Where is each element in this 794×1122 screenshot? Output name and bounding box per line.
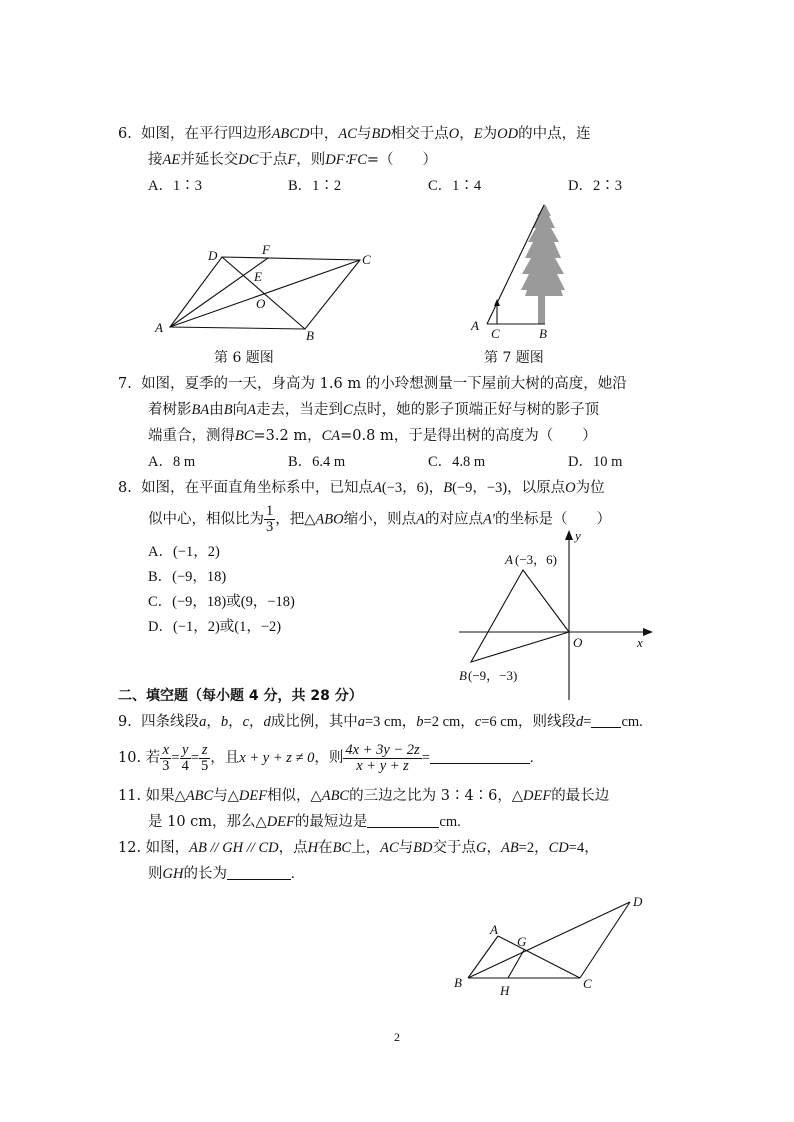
q10-big-num: 4x + 3y − 2z	[345, 741, 420, 758]
q12-text: 如图，	[145, 840, 190, 856]
q9-text: =6 cm，则线段	[481, 714, 577, 730]
q6-line-ac	[170, 260, 360, 327]
q7-text: 点时，她的影子顶端正好与树的影子顶	[352, 402, 600, 418]
q7-a: A	[247, 402, 256, 418]
q10-text: .	[529, 750, 534, 766]
q8-option-c: C．(−9，18)或(9，−18)	[148, 594, 295, 610]
q7-option-c: C．4.8 m	[428, 454, 486, 470]
q12-line-1	[118, 838, 599, 858]
q12-line-gh	[508, 950, 524, 978]
q9-answer-blank[interactable]	[591, 713, 621, 728]
q6-label-e: E	[254, 269, 262, 284]
q6-label-c: C	[362, 252, 371, 267]
q8-answer-bracket: 的坐标是（ ）	[494, 511, 611, 528]
q10-text: ，且	[210, 750, 240, 766]
q10-eq: =	[171, 750, 180, 766]
q8-text: ，把△	[275, 511, 316, 528]
q11-text: 如果△	[145, 788, 186, 804]
q12-text: 则	[148, 866, 163, 882]
q8-b: B	[443, 480, 453, 496]
q6-text: ，	[459, 126, 474, 142]
q6-figure	[150, 240, 390, 345]
q6-bd: BD	[371, 126, 391, 142]
section-2-title: 二、填空题（每小题 4 分，共 28 分）	[118, 688, 363, 704]
q6-answer-bracket: =（ ）	[366, 152, 438, 168]
q6-line-bd	[222, 257, 305, 329]
q8-text: 的对应点	[424, 511, 483, 528]
q11-def: DEF	[523, 788, 552, 804]
q6-text: 为	[482, 126, 498, 142]
q6-text: 如图，在平行四边形	[141, 126, 272, 142]
q9-text: ，	[206, 714, 221, 730]
q11-text: 与△	[213, 788, 239, 804]
q6-text: 与	[356, 126, 372, 142]
q10-frac-den: 4	[181, 757, 189, 774]
q6-number: 6.	[118, 126, 132, 142]
q6-ratio: DF∶FC	[325, 152, 367, 168]
q11-def: DEF	[238, 788, 268, 804]
q9-text: 四条线段	[141, 714, 200, 730]
q7-line-2	[148, 400, 599, 420]
q6-text: 接	[148, 152, 163, 168]
q12-text: 与	[398, 840, 414, 856]
q6-caption: 第 6 题图	[214, 350, 274, 366]
q9-var: c	[242, 714, 249, 730]
q11-text: 的最长边	[551, 788, 610, 804]
q6-label-a: A	[155, 320, 163, 335]
q12-g: G	[475, 840, 487, 856]
q7-line-1	[118, 374, 627, 394]
q12-text: =2，	[518, 840, 549, 856]
q8-a: A	[373, 480, 382, 496]
q8-label-a-coord: (−3，6)	[515, 552, 557, 567]
q11-number: 11.	[118, 788, 142, 804]
q12-text: 的长为	[183, 866, 227, 882]
q10-text: 若	[145, 750, 161, 766]
q7-ba: BA	[191, 402, 210, 418]
q7-line-3	[148, 426, 597, 446]
q11-line-1	[118, 786, 609, 806]
q6-label-d: D	[208, 248, 218, 263]
q8-a: A	[416, 511, 425, 528]
q12-parallel: AB // GH // CD	[189, 840, 279, 856]
q6-text: 于点	[258, 152, 288, 168]
q6-abcd: ABCD	[271, 126, 310, 142]
q7-text: 走去，当走到	[255, 402, 343, 418]
q6-label-b: B	[306, 328, 314, 343]
q6-option-d: D．2∶3	[568, 178, 622, 194]
q9-text: =3 cm，	[365, 714, 417, 730]
q12-line-2	[148, 864, 295, 884]
q7-label-b: B	[539, 326, 547, 340]
q7-option-d: D．10 m	[568, 454, 623, 470]
q9-var: d	[263, 714, 271, 730]
q10-line	[118, 738, 534, 778]
q8-text: (−9，−3)，以原点	[452, 480, 566, 496]
q9-text: ，	[228, 714, 243, 730]
q6-option-a: A．1∶3	[148, 178, 202, 194]
q7-answer-bracket: =0.8 m，于是得出树的高度为（ ）	[340, 428, 597, 444]
q8-frac-den: 3	[266, 519, 274, 535]
q10-frac-y	[180, 743, 191, 774]
q8-text: 缩小，则点	[343, 511, 417, 528]
q7-option-b: B．6.4 m	[288, 454, 346, 470]
q9-unit: cm.	[621, 714, 643, 730]
q8-option-a: A．(−1，2)	[148, 544, 220, 560]
q12-label-a: A	[490, 922, 498, 937]
q8-text: (−3，6)，	[381, 480, 444, 496]
q6-ac: AC	[338, 126, 357, 142]
q12-text: ，点	[278, 840, 308, 856]
q9-text: ，	[249, 714, 264, 730]
q8-label-b-coord: (−9，−3)	[468, 668, 518, 683]
q7-text: 由	[209, 402, 224, 418]
q10-frac-num: z	[199, 743, 210, 759]
q11-text: 的三边之比为 3∶4∶6，△	[349, 788, 524, 804]
q6-line-2	[148, 150, 437, 170]
q8-line-1	[118, 478, 605, 498]
q12-cd: CD	[548, 840, 569, 856]
q11-unit: cm.	[439, 814, 461, 830]
q12-text: 上，	[351, 840, 381, 856]
q10-text: ，则	[314, 750, 344, 766]
q12-line-ab	[468, 936, 498, 978]
q10-eq: =	[190, 750, 200, 766]
q8-option-b: B．(−9，18)	[148, 569, 227, 585]
q10-big-fraction	[343, 743, 421, 774]
q8-triangle-abo	[471, 570, 569, 662]
q8-label-x: x	[637, 635, 643, 650]
q8-abo: ABO	[315, 511, 344, 528]
q10-frac-x	[160, 743, 171, 774]
q6-o: O	[448, 126, 460, 142]
q9-var: c	[474, 714, 482, 730]
q10-frac-den: 5	[201, 757, 209, 774]
q6-e: E	[473, 126, 483, 142]
q6-line-1	[118, 124, 591, 144]
q8-label-o: O	[573, 635, 583, 650]
q12-label-g: G	[517, 934, 527, 949]
q10-eq: =	[421, 750, 430, 766]
q7-number: 7.	[118, 376, 132, 392]
q12-text: .	[290, 866, 295, 882]
tree-trunk	[538, 290, 545, 324]
q6-label-o: O	[256, 296, 266, 311]
q10-frac-den: 3	[162, 757, 170, 774]
q7-b: B	[223, 402, 233, 418]
q7-text: 如图，夏季的一天，身高为 1.6 m 的小玲想测量一下屋前大树的高度，她沿	[141, 376, 627, 392]
q11-abc: ABC	[185, 788, 214, 804]
q9-var: b	[416, 714, 424, 730]
q7-c: C	[342, 402, 353, 418]
q9-var: a	[357, 714, 365, 730]
q8-o: O	[565, 480, 576, 496]
page-number: 2	[394, 1030, 400, 1044]
q10-condition: x + y + z ≠ 0	[239, 750, 315, 766]
q12-text: ，	[486, 840, 501, 856]
q11-line-2	[148, 812, 461, 832]
y-arrow-icon	[565, 530, 573, 540]
q11-text: 的最短边是	[294, 814, 368, 830]
q11-answer-blank[interactable]	[367, 813, 439, 828]
q6-option-c: C．1∶4	[428, 178, 482, 194]
q8-number: 8.	[118, 480, 132, 496]
q7-text: =3.2 m，	[253, 428, 322, 444]
q12-answer-blank[interactable]	[227, 865, 291, 880]
q6-text: 并延长交	[180, 152, 239, 168]
x-arrow-icon	[643, 628, 653, 636]
q8-label-b: B	[459, 668, 467, 683]
q7-text: 着树影	[148, 402, 192, 418]
q11-def: DEF	[266, 814, 295, 830]
q9-var: a	[199, 714, 207, 730]
q7-ca: CA	[321, 428, 341, 444]
q12-label-d: D	[633, 894, 643, 909]
q9-text: 成比例，其中	[270, 714, 358, 730]
q12-bc: BC	[332, 840, 352, 856]
q7-label-c: C	[491, 326, 500, 340]
q8-text: 为位	[575, 480, 605, 496]
q6-dc: DC	[238, 152, 259, 168]
q6-text: 中，	[309, 126, 339, 142]
q12-label-b: B	[454, 975, 462, 990]
q8-ratio-fraction	[264, 504, 275, 535]
q12-label-c: C	[583, 976, 592, 991]
q12-line-ac	[498, 936, 580, 978]
q11-abc: ABC	[321, 788, 350, 804]
q8-option-d: D．(−1，2)或(1，−2)	[148, 619, 282, 635]
q7-figure	[465, 200, 565, 340]
q6-label-f: F	[262, 242, 270, 257]
q12-h: H	[307, 840, 319, 856]
q12-bd: BD	[413, 840, 433, 856]
q6-text: 相交于点	[390, 126, 449, 142]
q6-text: ，则	[296, 152, 326, 168]
q12-gh: GH	[162, 866, 184, 882]
q7-bc: BC	[235, 428, 254, 444]
q12-text: =4，	[568, 840, 599, 856]
q12-ab: AB	[500, 840, 519, 856]
q9-text: =2 cm，	[423, 714, 475, 730]
q6-ae: AE	[162, 152, 181, 168]
q8-figure	[455, 528, 660, 703]
q9-var: b	[220, 714, 229, 730]
q10-number: 10.	[118, 750, 142, 766]
q12-line-bd	[468, 902, 630, 978]
q10-frac-num: y	[180, 743, 191, 759]
q12-text: 在	[318, 840, 333, 856]
q9-line	[118, 712, 643, 732]
q12-figure	[450, 892, 655, 1002]
q11-text: 是 10 cm，那么△	[148, 814, 267, 830]
q8-label-y: y	[575, 528, 581, 543]
q7-text: 端重合，测得	[148, 428, 235, 444]
q10-frac-z	[199, 743, 210, 774]
q9-var: d	[576, 714, 584, 730]
q7-caption: 第 7 题图	[484, 350, 544, 366]
q7-text: 向	[232, 402, 248, 418]
q12-ac: AC	[380, 840, 399, 856]
q12-label-h: H	[500, 983, 510, 998]
q9-number: 9.	[118, 714, 132, 730]
q6-od: OD	[497, 126, 519, 142]
q11-text: 相似，△	[267, 788, 322, 804]
q8-text: 如图，在平面直角坐标系中，已知点	[141, 480, 374, 496]
q8-text: 似中心，相似比为	[148, 511, 264, 528]
q7-option-a: A．8 m	[148, 454, 196, 470]
q6-text: 的中点，连	[518, 126, 591, 142]
q12-number: 12.	[118, 840, 142, 856]
q10-big-den: x + y + z	[356, 757, 409, 774]
q6-f: F	[287, 152, 297, 168]
q9-text: =	[583, 714, 592, 730]
person-arrow-icon	[494, 299, 500, 306]
q12-text: 交于点	[432, 840, 476, 856]
q7-label-a: A	[471, 318, 479, 333]
q8-a-prime: A′	[482, 511, 495, 528]
q8-frac-num: 1	[266, 503, 274, 519]
tree-icon	[521, 204, 565, 296]
q10-frac-num: x	[160, 743, 171, 759]
q8-label-a: A	[505, 552, 513, 567]
q6-option-b: B．1∶2	[288, 178, 342, 194]
q10-answer-blank[interactable]	[430, 749, 530, 764]
